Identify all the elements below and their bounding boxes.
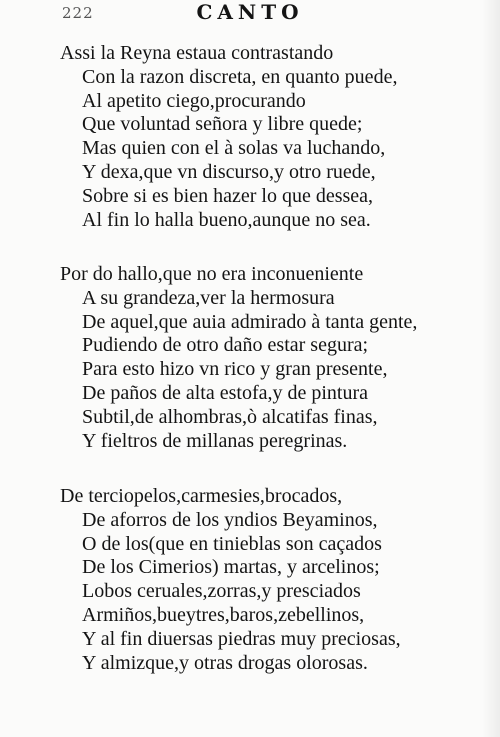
verse-line: Y dexa,que vn discurso,y otro ruede, [82,160,376,183]
verse-line: De aforros de los yndios Beyaminos, [82,508,378,531]
verse-line: Para esto hizo vn rico y gran presente, [82,358,388,381]
verse-line: De paños de alta estofa,y de pintura [82,381,369,404]
stanza-1 [60,42,480,232]
verse-line: Que voluntad señora y libre quede; [82,113,363,136]
verse-line: Mas quien con el à solas va luchando, [82,137,386,160]
verse-line: O de los(que en tinieblas son caçados [82,532,382,555]
verse-line: Subtil,de alhombras,ò alcatifas finas, [82,405,378,428]
running-head: CANTO [196,0,304,24]
verse-line: Y almizque,y otras drogas olorosas. [82,651,368,674]
verse-line: De terciopelos,carmesies,brocados, [60,485,343,507]
verse-line: A su grandeza,ver la hermosura [82,286,335,309]
verse-line: Al apetito ciego,procurando [82,89,306,112]
verse-line: Lobos ceruales,zorras,y presciados [82,580,361,603]
page-number: 222 [62,4,94,22]
verse-line: De los Cimerios) martas, y arcelinos; [82,556,380,579]
verse-line: Y al fin diuersas piedras muy preciosas, [82,627,401,650]
verse-line: Sobre si es bien hazer lo que dessea, [82,184,374,207]
verse-line: Assi la Reyna estaua contrastando [60,42,334,64]
verse-line: Pudiendo de otro daño estar segura; [82,334,369,357]
verse-line: Al fin lo halla bueno,aunque no sea. [82,208,371,231]
verse-line: De aquel,que auia admirado à tanta gente, [82,310,418,333]
stanza-3 [60,485,480,675]
verse-line: Por do hallo,que no era inconueniente [60,263,364,285]
verse-line: Y fieltros de millanas peregrinas. [82,429,348,452]
verse-line: Armiños,bueytres,baros,zebellinos, [82,603,365,626]
verse-line: Con la razon discreta, en quanto puede, [82,65,398,88]
stanza-2 [60,263,480,453]
